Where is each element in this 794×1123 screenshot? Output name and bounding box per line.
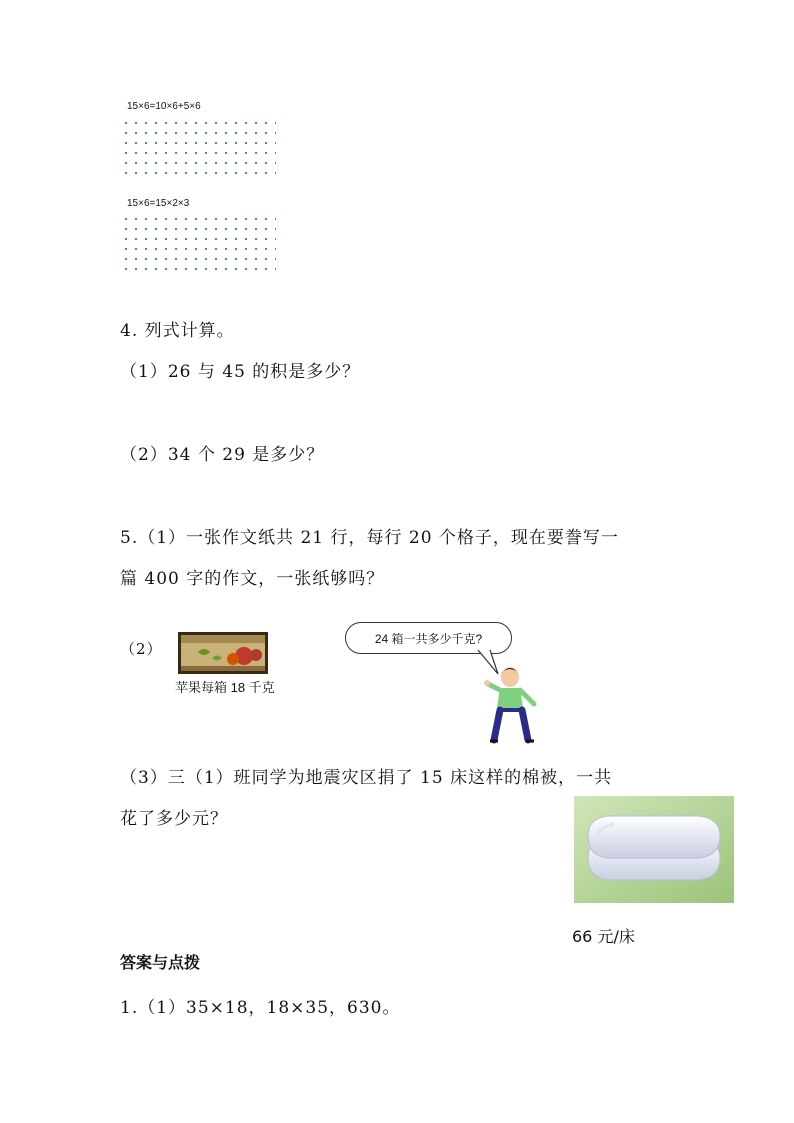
q5-part1-line1: 5.（1）一张作文纸共 21 行，每行 20 个格子，现在要誊写一 [120, 528, 619, 548]
q5-part1-line2: 篇 400 字的作文，一张纸够吗？ [120, 569, 385, 589]
answers-title: 答案与点拨 [120, 955, 201, 972]
dot-array-1 [121, 118, 276, 180]
apple-box-image [178, 632, 268, 674]
q5-part3-line2: 花了多少元？ [120, 809, 228, 829]
quilt-image [574, 796, 734, 903]
boy-figure-icon [482, 664, 542, 744]
q4-part2: （2）34 个 29 是多少？ [120, 445, 325, 465]
speech-bubble: 24 箱一共多少千克? [345, 622, 512, 654]
q5-part3-line1: （3）三（1）班同学为地震灾区捐了 15 床这样的棉被，一共 [120, 768, 613, 788]
q4-part1: （1）26 与 45 的积是多少？ [120, 362, 361, 382]
answer-1: 1.（1）35×18，18×35，630。 [120, 998, 401, 1018]
q4-title: 4. 列式计算。 [120, 321, 235, 341]
dot-array-2 [121, 214, 276, 276]
equation-1: 15×6=10×6+5×6 [127, 101, 201, 112]
quilt-price: 66 元/床 [572, 927, 635, 946]
apple-caption: 苹果每箱 18 千克 [175, 680, 275, 695]
q5-part2-label: （2） [120, 640, 163, 658]
equation-2: 15×6=15×2×3 [127, 198, 190, 209]
